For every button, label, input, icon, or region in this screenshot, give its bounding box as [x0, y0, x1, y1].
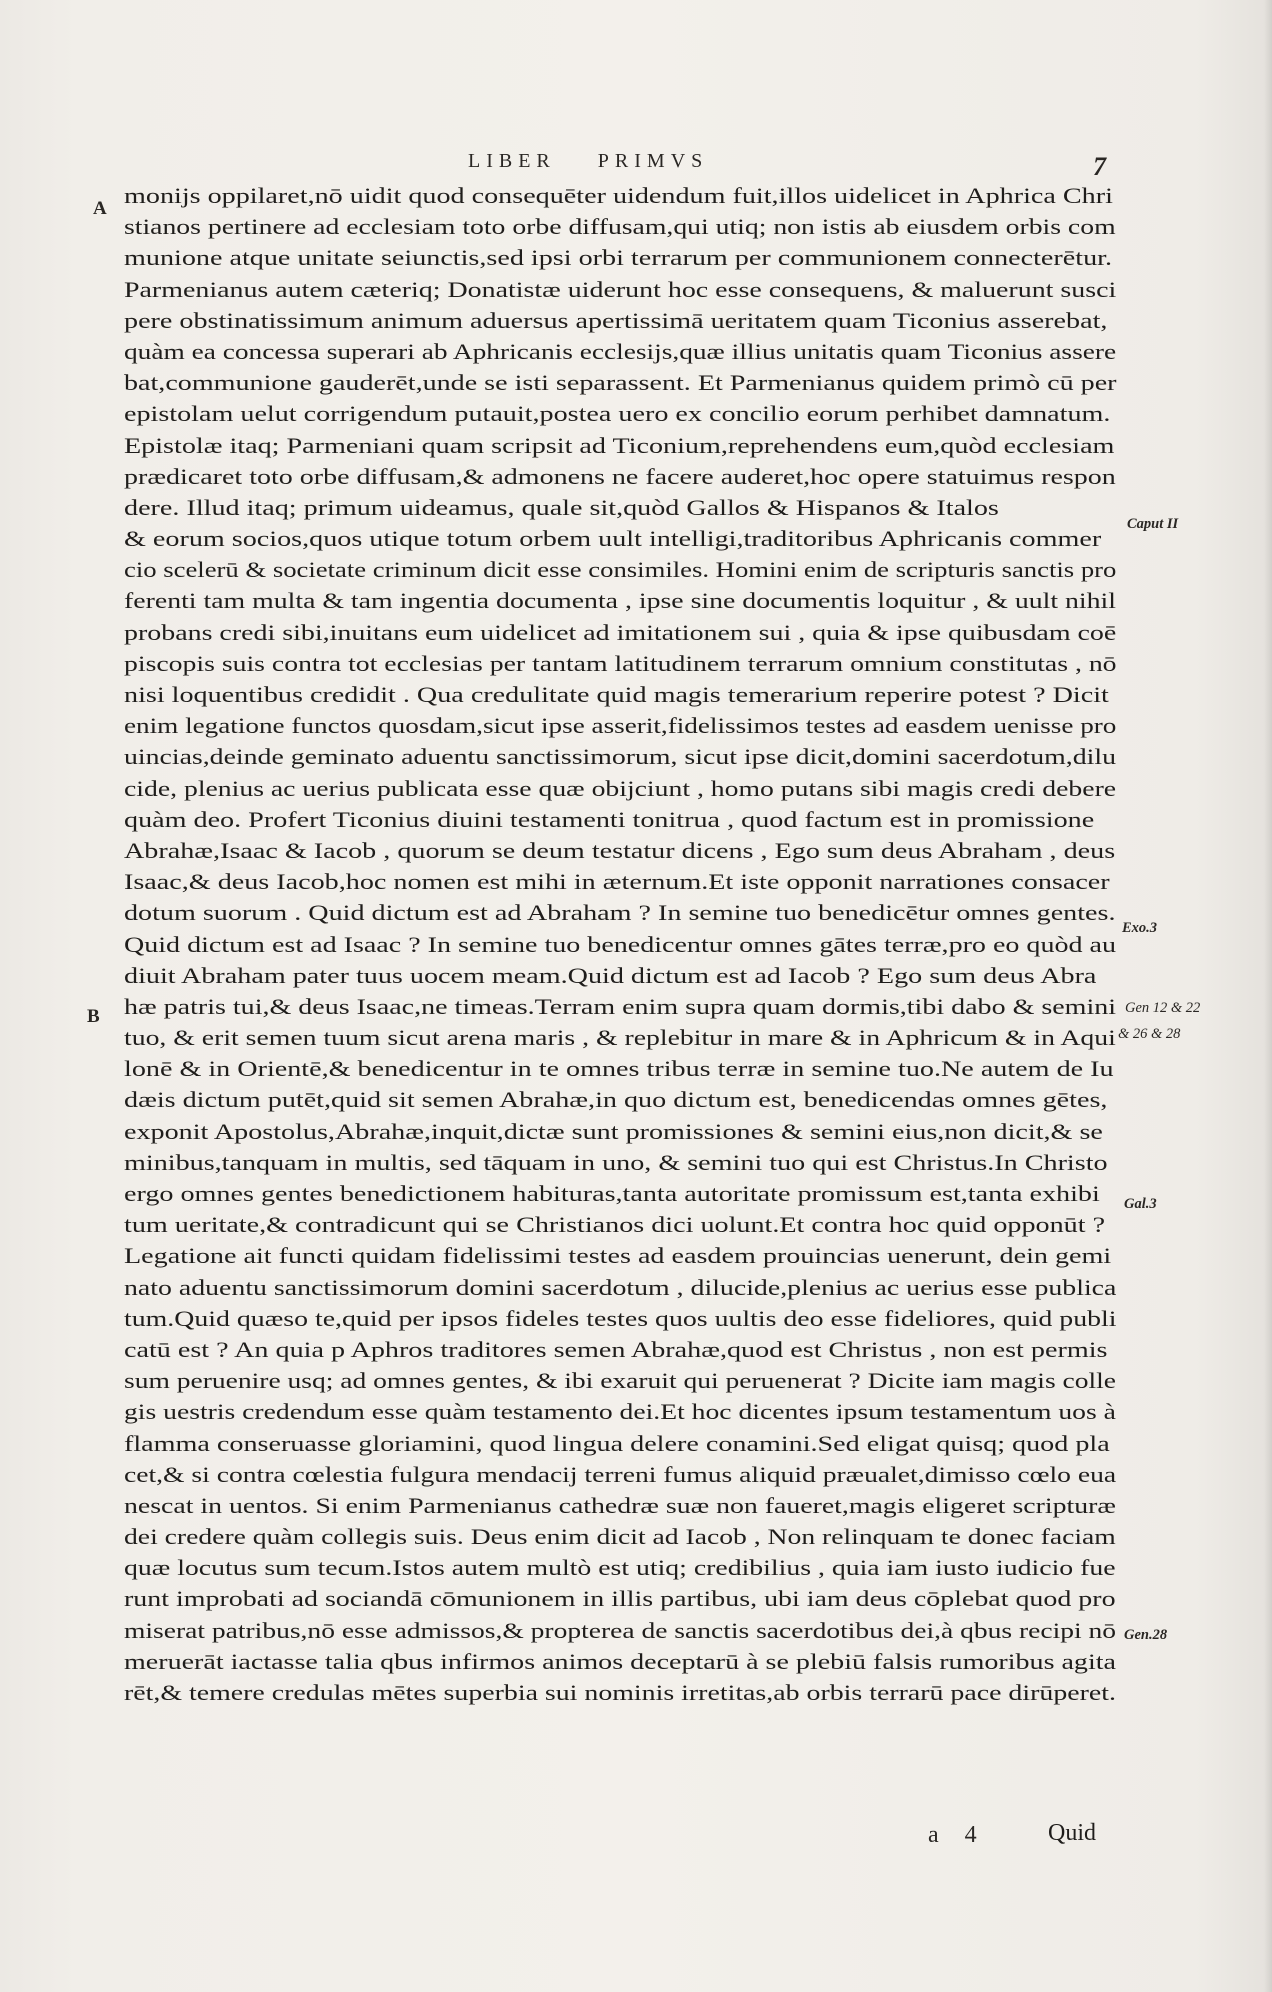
text-line: stianos pertinere ad ecclesiam toto orbe diffusam,qui utiq; non istis ab eiusdem orbis com: [124, 214, 1116, 240]
margin-note-genesis-1: Gen 12 & 22: [1125, 1000, 1201, 1016]
text-line: probans credi sibi,inuitans eum uidelicet ad imitationem sui , quia & ipse quibusdam coē: [124, 619, 1117, 645]
text-line: bat,communione gauderēt,unde se isti separassent. Et Parmenianus quidem primò cū per: [124, 370, 1117, 396]
signature-mark: a 4: [928, 1822, 987, 1848]
text-line: diuit Abraham pater tuus uocem meam.Quid dictum est ad Iacob ? Ego sum deus Abra: [124, 962, 1097, 988]
text-line: runt improbati ad sociandā cōmunionem in illis partibus, ubi iam deus cōplebat quod pro: [124, 1586, 1116, 1612]
section-letter-b: B: [87, 1006, 100, 1027]
text-line: quàm ea concessa superari ab Aphricanis ecclesijs,quæ illius unitatis quam Ticonius assere: [124, 338, 1117, 364]
text-line: cide, plenius ac uerius publicata esse quæ obijciunt , homo putans sibi magis credi debere: [124, 775, 1117, 801]
folio-number: 7: [1093, 152, 1106, 181]
text-line: nato aduentu sanctissimorum domini sacerdotum , dilucide,plenius ac uerius esse publica: [124, 1274, 1117, 1300]
text-line: Isaac,& deus Iacob,hoc nomen est mihi in æternum.Et iste opponit narrationes consacer: [124, 869, 1110, 895]
text-line: enim legatione functos quosdam,sicut ipse asserit,fidelissimos testes ad easdem uenisse pro: [124, 713, 1117, 739]
text-line: meruerāt iactasse talia qbus infirmos animos deceptarū à se plebiū falsis rumoribus agita: [124, 1648, 1116, 1674]
text-line: dotum suorum . Quid dictum est ad Abraham ? In semine tuo benedicētur omnes gentes.: [124, 900, 1116, 926]
text-line: Abrahæ,Isaac & Iacob , quorum se deum testatur dicens , Ego sum deus Abraham , deus: [124, 837, 1116, 863]
text-line: tuo, & erit semen tuum sicut arena maris , & replebitur in mare & in Aphricum & in Aqui: [124, 1025, 1116, 1051]
text-line: ergo omnes gentes benedictionem habituras,tanta autoritate promissum est,tanta exhibi: [124, 1181, 1100, 1206]
text-line: dæis dictum putēt,quid sit semen Abrahæ,in quo dictum est, benedicendas omnes gētes,: [124, 1087, 1108, 1113]
text-line: flamma conseruasse gloriamini, quod lingua delere conamini.Sed eligat quisq; quod pla: [124, 1430, 1110, 1456]
section-letter-a: A: [93, 198, 107, 219]
running-head-liber: LIBER: [468, 150, 556, 172]
text-line: tum.Quid quæso te,quid per ipsos fideles testes quos uultis deo esse fideliores, quid publi: [124, 1305, 1117, 1331]
text-line: Epistolæ itaq; Parmeniani quam scripsit ad Ticonium,reprehendens eum,quòd ecclesiam: [124, 432, 1115, 458]
text-line: tum ueritate,& contradicunt qui se Christianos dici uolunt.Et contra hoc quid opponūt ?: [124, 1212, 1106, 1238]
text-line: pere obstinatissimum animum aduersus apertissimā ueritatem quam Ticonius asserebat,: [124, 307, 1108, 333]
text-line: cio scelerū & societate criminum dicit esse consimiles. Homini enim de scripturis sanctis pro: [124, 557, 1117, 583]
margin-note-genesis-2: & 26 & 28: [1118, 1026, 1181, 1042]
text-line: rēt,& temere credulas mētes superbia sui nominis irretitas,ab orbis terrarū pace dirūperet.: [124, 1680, 1116, 1705]
text-line: epistolam uelut corrigendum putauit,postea uero ex concilio eorum perhibet damnatum.: [124, 401, 1111, 427]
text-line: Quid dictum est ad Isaac ? In semine tuo benedicentur omnes gātes terræ,pro eo quòd au: [124, 931, 1116, 957]
text-line: Legatione ait functi quidam fidelissimi testes ad easdem prouincias uenerunt, dein gemi: [124, 1243, 1112, 1269]
text-line: quæ locutus sum tecum.Istos autem multò est utiq; credibilius , quia iam iusto iudicio fue: [124, 1555, 1116, 1581]
text-line: & eorum socios,quos utique totum orbem uult intelligi,traditoribus Aphricanis commer: [124, 526, 1102, 552]
text-line: dei credere quàm collegis suis. Deus enim dicit ad Iacob , Non relinquam te donec faciam: [124, 1524, 1116, 1550]
text-line: hæ patris tui,& deus Isaac,ne timeas.Terram enim supra quam dormis,tibi dabo & semini: [124, 993, 1117, 1019]
text-line: catū est ? An quia p Aphros traditores semen Abrahæ,quod est Christus , non est permis: [124, 1336, 1108, 1362]
text-line: minibus,tanquam in multis, sed tāquam in uno, & semini tuo qui est Christus.In Christo: [124, 1149, 1108, 1175]
text-line: monijs oppilaret,nō uidit quod consequēter uidendum fuit,illos uidelicet in Aphrica Chri: [124, 183, 1113, 208]
text-line: prædicaret toto orbe diffusam,& admonens ne facere auderet,hoc opere statuimus respon: [124, 463, 1116, 489]
body-text: [124, 180, 1116, 1708]
margin-note-galatians: Gal.3: [1124, 1196, 1157, 1212]
text-line: piscopis suis contra tot ecclesias per tantam latitudinem terrarum omnium constitutas , nō: [124, 650, 1117, 676]
text-line: dere. Illud itaq; primum uideamus, quale sit,quòd Gallos & Hispanos & Italos: [124, 494, 999, 520]
running-head: [468, 150, 708, 173]
text-line: quàm deo. Profert Ticonius diuini testamenti tonitrua , quod factum est in promissione: [124, 806, 1095, 832]
text-line: sum peruenire usq; ad omnes gentes, & ibi exaruit qui peruenerat ? Dicite iam magis colle: [124, 1368, 1117, 1394]
margin-note-exodus: Exo.3: [1122, 920, 1158, 936]
text-line: munione atque unitate seiunctis,sed ipsi orbi terrarum per communionem connecterētur.: [124, 245, 1112, 271]
text-line: Parmenianus autem cæteriq; Donatistæ uiderunt hoc esse consequens, & maluerunt susci: [124, 276, 1117, 302]
text-line: exponit Apostolus,Abrahæ,inquit,dictæ sunt promissiones & semini eius,non dicit,& se: [124, 1118, 1103, 1144]
margin-note-genesis-28: Gen.28: [1124, 1627, 1168, 1643]
text-line: nisi loquentibus credidit . Qua credulitate quid magis temerarium reperire potest ? Dicit: [124, 682, 1109, 707]
text-line: gis uestris credendum esse quàm testamento dei.Et hoc dicentes ipsum testamentum uos à: [124, 1399, 1116, 1425]
text-line: miserat patribus,nō esse admissos,& propterea de sanctis sacerdotibus dei,à qbus recipi nō: [124, 1617, 1117, 1643]
margin-note-caput: Caput II: [1127, 516, 1179, 532]
catchword: Quid: [1048, 1820, 1096, 1846]
text-line: ferenti tam multa & tam ingentia documenta , ipse sine documentis loquitur , & uult nihil: [124, 588, 1116, 614]
text-line: lonē & in Orientē,& benedicentur in te omnes tribus terræ in semine tuo.Ne autem de Iu: [124, 1056, 1114, 1082]
text-line: uincias,deinde geminato aduentu sanctissimorum, sicut ipse dicit,domini sacerdotum,dilu: [124, 744, 1116, 770]
running-head-primus: PRIMVS: [597, 150, 709, 172]
text-line: cet,& si contra cœlestia fulgura mendacij terreni fumus aliquid præualet,dimisso cœlo eua: [124, 1461, 1117, 1487]
text-line: nescat in uentos. Si enim Parmenianus cathedræ suæ non faueret,magis eligeret scripturæ: [124, 1492, 1116, 1518]
